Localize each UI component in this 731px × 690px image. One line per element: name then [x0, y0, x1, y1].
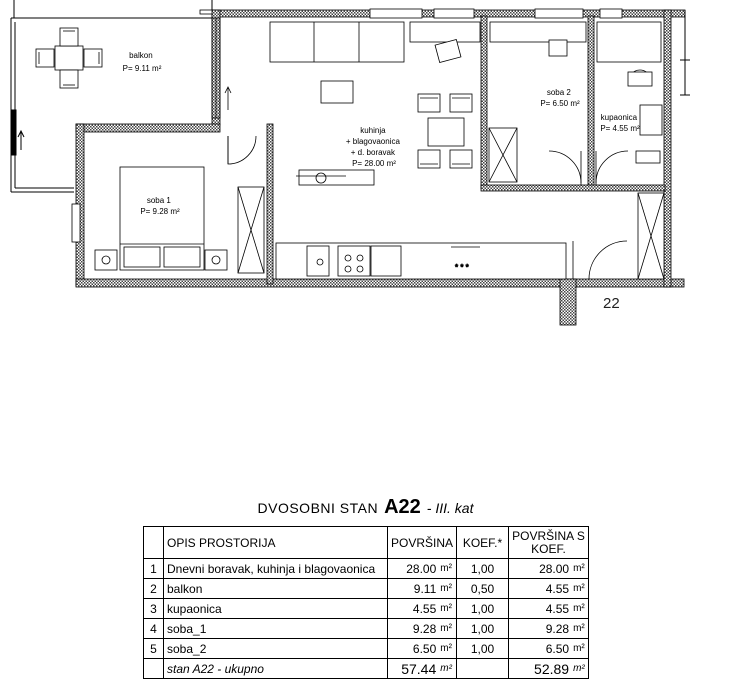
table-total-row	[144, 659, 589, 679]
row-area: 6.50	[388, 639, 440, 659]
header-koef: KOEF.*	[457, 527, 509, 559]
table-row	[144, 619, 589, 639]
bedroom1-furniture	[95, 136, 264, 273]
total-index	[144, 659, 164, 679]
area-table	[143, 526, 589, 679]
row-desc: balkon	[164, 579, 388, 599]
row-area-koef-unit: m²	[572, 619, 588, 639]
kitchen-counter	[276, 243, 566, 279]
row-area: 28.00	[388, 559, 440, 579]
row-koef: 1,00	[457, 559, 509, 579]
row-area-koef: 28.00	[509, 559, 573, 579]
label-soba1: soba 1 P= 9.28 m²	[140, 196, 180, 216]
row-area-koef-unit: m²	[572, 599, 588, 619]
title-prefix: DVOSOBNI STAN	[257, 500, 379, 516]
row-koef: 1,00	[457, 639, 509, 659]
row-desc: Dnevni boravak, kuhinja i blagovaonica	[164, 559, 388, 579]
title-code: A22	[384, 496, 421, 518]
header-index	[144, 527, 164, 559]
row-koef: 1,00	[457, 599, 509, 619]
row-area-koef: 9.28	[509, 619, 573, 639]
total-area: 57.44	[388, 659, 440, 679]
total-koef	[457, 659, 509, 679]
bathroom-fixtures	[596, 22, 662, 185]
table-row	[144, 599, 589, 619]
header-desc: OPIS PROSTORIJA	[164, 527, 388, 559]
row-desc: soba_1	[164, 619, 388, 639]
row-area-unit: m²	[439, 639, 456, 659]
table-row	[144, 579, 589, 599]
entrance	[573, 193, 664, 279]
row-area: 9.28	[388, 619, 440, 639]
label-kuhinja: kuhinja + blagovaonica + d. boravak P= 28.00 m²	[345, 126, 400, 168]
row-index: 5	[144, 639, 164, 659]
header-area: POVRŠINA	[388, 527, 457, 559]
balcony-table	[36, 28, 102, 88]
row-area-koef: 6.50	[509, 639, 573, 659]
row-index: 2	[144, 579, 164, 599]
table-row	[144, 559, 589, 579]
row-index: 1	[144, 559, 164, 579]
row-area: 9.11	[388, 579, 440, 599]
row-area-unit: m²	[439, 599, 456, 619]
label-balkon: balkon P= 9.11 m²	[122, 51, 162, 73]
row-index: 4	[144, 619, 164, 639]
row-area-unit: m²	[439, 579, 456, 599]
row-area-koef: 4.55	[509, 599, 573, 619]
row-desc: kupaonica	[164, 599, 388, 619]
row-area-unit: m²	[439, 619, 456, 639]
total-area-koef: 52.89	[509, 659, 573, 679]
row-area-koef-unit: m²	[572, 639, 588, 659]
hob-label: * * *	[455, 263, 469, 272]
row-area: 4.55	[388, 599, 440, 619]
table-row	[144, 639, 589, 659]
row-area-unit: m²	[439, 559, 456, 579]
row-area-koef-unit: m²	[572, 579, 588, 599]
right-wall-edge	[680, 10, 690, 95]
floor-plan	[0, 0, 731, 330]
row-koef: 1,00	[457, 619, 509, 639]
total-area-koef-unit: m²	[572, 659, 588, 679]
label-soba2: soba 2 P= 6.50 m²	[540, 88, 580, 108]
title-floor: - III. kat	[426, 500, 474, 516]
row-desc: soba_2	[164, 639, 388, 659]
row-area-koef-unit: m²	[572, 559, 588, 579]
label-kupaonica: kupaonica P= 4.55 m²	[600, 113, 640, 133]
row-index: 3	[144, 599, 164, 619]
header-area-koef: POVRŠINA S KOEF.	[509, 527, 589, 559]
balcony-outline	[11, 0, 216, 192]
table-body	[144, 559, 589, 659]
apartment-title	[0, 496, 731, 519]
total-area-unit: m²	[439, 659, 456, 679]
row-area-koef: 4.55	[509, 579, 573, 599]
row-koef: 0,50	[457, 579, 509, 599]
total-desc: stan A22 - ukupno	[164, 659, 388, 679]
table-header-row	[144, 527, 589, 559]
unit-number: 22	[603, 295, 620, 312]
